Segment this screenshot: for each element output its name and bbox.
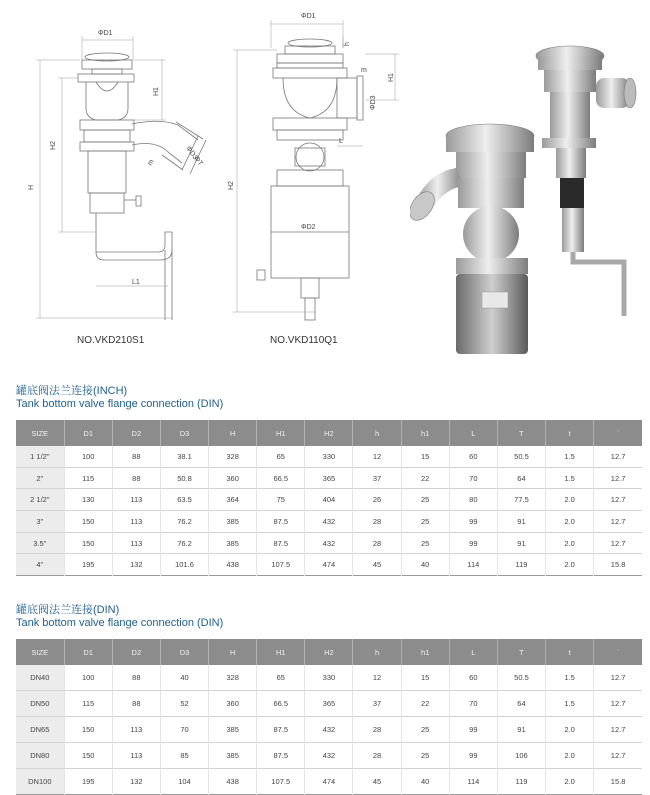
technical-drawings (0, 0, 650, 360)
table-cell: 328 (209, 446, 257, 467)
table-cell: 12.7 (610, 451, 626, 461)
size-cell: 3" (16, 511, 64, 533)
table-cell: 12 (353, 446, 401, 467)
table-row (16, 691, 642, 717)
table-cell: 385 (209, 717, 257, 743)
table-cell: 474 (305, 554, 353, 576)
column-header: h (353, 639, 401, 665)
table-cell: 45 (353, 769, 401, 795)
size-cell: DN80 (16, 743, 64, 769)
table-cell: 25 (401, 717, 449, 743)
table-cell: 60 (449, 665, 497, 691)
table-cell: 88 (112, 446, 160, 467)
table-cell: 438 (209, 554, 257, 576)
table-row (16, 717, 642, 743)
table-cell: 113 (112, 717, 160, 743)
column-header: SIZE (16, 639, 64, 665)
table-cell: 364 (209, 489, 257, 511)
table-cell: 432 (305, 743, 353, 769)
column-header: D2 (112, 639, 160, 665)
table-cell: 87.5 (257, 743, 305, 769)
table-cell: 113 (112, 489, 160, 511)
table-cell: 99 (449, 717, 497, 743)
right-small-h-label: h (344, 42, 351, 46)
table-cell: 50.5 (497, 446, 545, 467)
right-d1-label: ΦD1 (301, 13, 316, 20)
right-model-label: NO.VKD110Q1 (270, 335, 338, 346)
table-cell: 114 (449, 769, 497, 795)
column-header: SIZE (16, 420, 64, 446)
table-cell: 1.5 (546, 691, 594, 717)
table-cell: 150 (64, 511, 112, 533)
table-cell: 360 (209, 691, 257, 717)
table-cell: 404 (305, 489, 353, 511)
table-cell: 114 (449, 554, 497, 576)
column-header: t (546, 639, 594, 665)
table-cell: 12.7 (594, 743, 642, 769)
column-header: H1 (257, 420, 305, 446)
size-cell: DN40 (16, 665, 64, 691)
right-h2-label: H2 (228, 181, 235, 190)
table-cell: 106 (497, 743, 545, 769)
table-cell: 70 (449, 467, 497, 489)
table-cell: 91 (497, 532, 545, 554)
table-cell: 88 (112, 665, 160, 691)
din-section-title (16, 604, 223, 630)
table-cell: 60 (449, 446, 497, 467)
table-cell: 115 (64, 691, 112, 717)
table-cell: 2.0 (546, 489, 594, 511)
table-cell: 104 (160, 769, 208, 795)
table-cell: 107.5 (257, 554, 305, 576)
table-cell: 119 (497, 769, 545, 795)
table-cell: 119 (497, 554, 545, 576)
din-title-cn: 罐底阀法兰连接(DIN) (16, 604, 120, 616)
table-cell: 28 (353, 717, 401, 743)
column-header: H (209, 420, 257, 446)
left-t-label: ΦT (192, 155, 204, 168)
table-cell: 80 (449, 489, 497, 511)
table-cell: 385 (209, 511, 257, 533)
table-cell: 65 (257, 665, 305, 691)
table-row (16, 665, 642, 691)
table-cell: 150 (64, 743, 112, 769)
table-cell: 385 (209, 743, 257, 769)
size-cell: DN100 (16, 769, 64, 795)
left-model-label: NO.VKD210S1 (77, 335, 145, 346)
table-row (16, 489, 642, 511)
table-cell: 28 (353, 743, 401, 769)
table-cell: 12.7 (594, 489, 642, 511)
table-cell: 40 (160, 665, 208, 691)
table-cell: 65 (257, 446, 305, 467)
column-header: H1 (257, 639, 305, 665)
table-cell: 25 (401, 511, 449, 533)
size-cell: 1 1/2" (16, 446, 64, 467)
inch-title-en: Tank bottom valve flange connection (DIN) (16, 398, 224, 410)
table-cell: 360 (209, 467, 257, 489)
column-header: D1 (64, 639, 112, 665)
table-cell: 2.0 (546, 511, 594, 533)
table-cell: 52 (160, 691, 208, 717)
table-cell: 25 (401, 743, 449, 769)
table-cell: 91 (497, 717, 545, 743)
table-cell: 2.0 (546, 717, 594, 743)
table-cell: 26 (353, 489, 401, 511)
table-cell: 2.0 (546, 532, 594, 554)
inch-section-title (16, 385, 223, 411)
table-cell: 12.7 (594, 717, 642, 743)
table-cell: 330 (305, 665, 353, 691)
column-header: h (353, 420, 401, 446)
table-cell: 113 (112, 511, 160, 533)
table-cell: 15.8 (594, 769, 642, 795)
table-cell: 25 (401, 532, 449, 554)
table-cell: 85 (160, 743, 208, 769)
table-cell: 365 (305, 467, 353, 489)
table-cell: 64 (497, 467, 545, 489)
size-cell: 2 1/2" (16, 489, 64, 511)
table-cell: 2.0 (546, 769, 594, 795)
table-cell: 130 (64, 489, 112, 511)
table-cell: 15.8 (594, 554, 642, 576)
table-cell: 22 (401, 467, 449, 489)
table-cell: 77.5 (497, 489, 545, 511)
table-cell: 15 (401, 446, 449, 467)
left-d1-label: ΦD1 (98, 30, 113, 37)
table-cell: 50.8 (160, 467, 208, 489)
table-cell: 438 (209, 769, 257, 795)
table-cell: 99 (449, 511, 497, 533)
column-header: T (497, 639, 545, 665)
table-cell: 432 (305, 511, 353, 533)
size-cell: 3.5" (16, 532, 64, 554)
table-cell: 365 (305, 691, 353, 717)
table-cell: 115 (64, 467, 112, 489)
table-cell: 22 (401, 691, 449, 717)
size-cell: 4" (16, 554, 64, 576)
column-header: D3 (160, 420, 208, 446)
table-row (16, 511, 642, 533)
table-cell: 132 (112, 554, 160, 576)
column-header: t (546, 420, 594, 446)
table-cell: 76.2 (160, 511, 208, 533)
table-cell: 50.5 (497, 665, 545, 691)
table-cell: 2.0 (546, 554, 594, 576)
table-cell: 113 (112, 743, 160, 769)
size-cell: 2" (16, 467, 64, 489)
table-cell: 1.5 (546, 665, 594, 691)
table-cell: 64 (497, 691, 545, 717)
table-cell: 88 (112, 691, 160, 717)
column-header: ` (594, 420, 642, 446)
right-d2-label: ΦD2 (301, 224, 316, 231)
column-header: D1 (64, 420, 112, 446)
table-row (16, 446, 642, 467)
table-cell: 38.1 (160, 446, 208, 467)
table-cell: 12.7 (610, 673, 626, 682)
table-cell: 107.5 (257, 769, 305, 795)
table-cell: 28 (353, 511, 401, 533)
table-cell: 70 (160, 717, 208, 743)
column-header: h1 (401, 420, 449, 446)
table-row (16, 532, 642, 554)
table-cell: 75 (257, 489, 305, 511)
left-l1-label: L1 (132, 279, 140, 286)
table-cell: 12 (353, 665, 401, 691)
table-cell: 100 (64, 446, 112, 467)
inch-title-cn: 罐底阀法兰连接(INCH) (16, 385, 128, 397)
table-cell: 25 (401, 489, 449, 511)
table-cell: 330 (305, 446, 353, 467)
table-cell: 99 (449, 743, 497, 769)
table-cell: 66.5 (257, 467, 305, 489)
table-cell: 87.5 (257, 532, 305, 554)
column-header: T (497, 420, 545, 446)
table-row (16, 743, 642, 769)
table-cell: 76.2 (160, 532, 208, 554)
table-cell: 12.7 (594, 691, 642, 717)
left-d3-label: ΦD3 (184, 145, 199, 162)
table-cell: 1.5 (546, 467, 594, 489)
table-cell: 100 (64, 665, 112, 691)
valve-product-photo (410, 30, 646, 360)
table-cell: 87.5 (257, 511, 305, 533)
column-header: L (449, 639, 497, 665)
column-header: D2 (112, 420, 160, 446)
table-cell: 195 (64, 769, 112, 795)
table-cell: 37 (353, 691, 401, 717)
table-cell: 328 (209, 665, 257, 691)
column-header: H (209, 639, 257, 665)
column-header: ` (594, 639, 642, 665)
table-cell: 195 (64, 554, 112, 576)
table-cell: 113 (112, 532, 160, 554)
table-cell: 40 (401, 554, 449, 576)
table-cell: 432 (305, 532, 353, 554)
right-m-label: m (361, 67, 367, 74)
column-header: D3 (160, 639, 208, 665)
table-cell: 12.7 (594, 511, 642, 533)
table-cell: 474 (305, 769, 353, 795)
table-cell: 70 (449, 691, 497, 717)
table-row (16, 467, 642, 489)
table-cell: 63.5 (160, 489, 208, 511)
right-h1-label: H1 (388, 73, 395, 82)
table-cell: 12.7 (594, 532, 642, 554)
left-h2-label: H2 (50, 141, 57, 150)
table-row (16, 554, 642, 576)
table-cell: 1.5 (546, 446, 594, 467)
size-cell: DN50 (16, 691, 64, 717)
table-cell: 2.0 (546, 743, 594, 769)
left-h1-label: H1 (153, 87, 160, 96)
din-title-en: Tank bottom valve flange connection (DIN) (16, 617, 224, 629)
table-cell: 45 (353, 554, 401, 576)
table-cell: 88 (112, 467, 160, 489)
table-cell: 37 (353, 467, 401, 489)
table-cell: 28 (353, 532, 401, 554)
size-cell: DN65 (16, 717, 64, 743)
right-valve-drawing (225, 0, 415, 330)
column-header: H2 (305, 420, 353, 446)
table-cell: 132 (112, 769, 160, 795)
table-cell: 432 (305, 717, 353, 743)
table-cell: 99 (449, 532, 497, 554)
din-spec-table (16, 639, 642, 795)
table-cell: 91 (497, 511, 545, 533)
table-row (16, 769, 642, 795)
table-cell: 66.5 (257, 691, 305, 717)
table-cell: 87.5 (257, 717, 305, 743)
column-header: H2 (305, 639, 353, 665)
table-cell: 150 (64, 532, 112, 554)
table-cell: 150 (64, 717, 112, 743)
left-h-label: H (28, 184, 35, 190)
right-d3-label: ΦD3 (370, 95, 377, 110)
left-m-label: m (146, 158, 156, 167)
right-l-label: L (339, 138, 343, 145)
table-cell: 40 (401, 769, 449, 795)
column-header: h1 (401, 639, 449, 665)
table-cell: 101.6 (160, 554, 208, 576)
table-cell: 385 (209, 532, 257, 554)
column-header: L (449, 420, 497, 446)
table-cell: 15 (401, 665, 449, 691)
inch-spec-table (16, 420, 642, 576)
left-valve-drawing (0, 0, 230, 330)
table-cell: 12.7 (594, 467, 642, 489)
